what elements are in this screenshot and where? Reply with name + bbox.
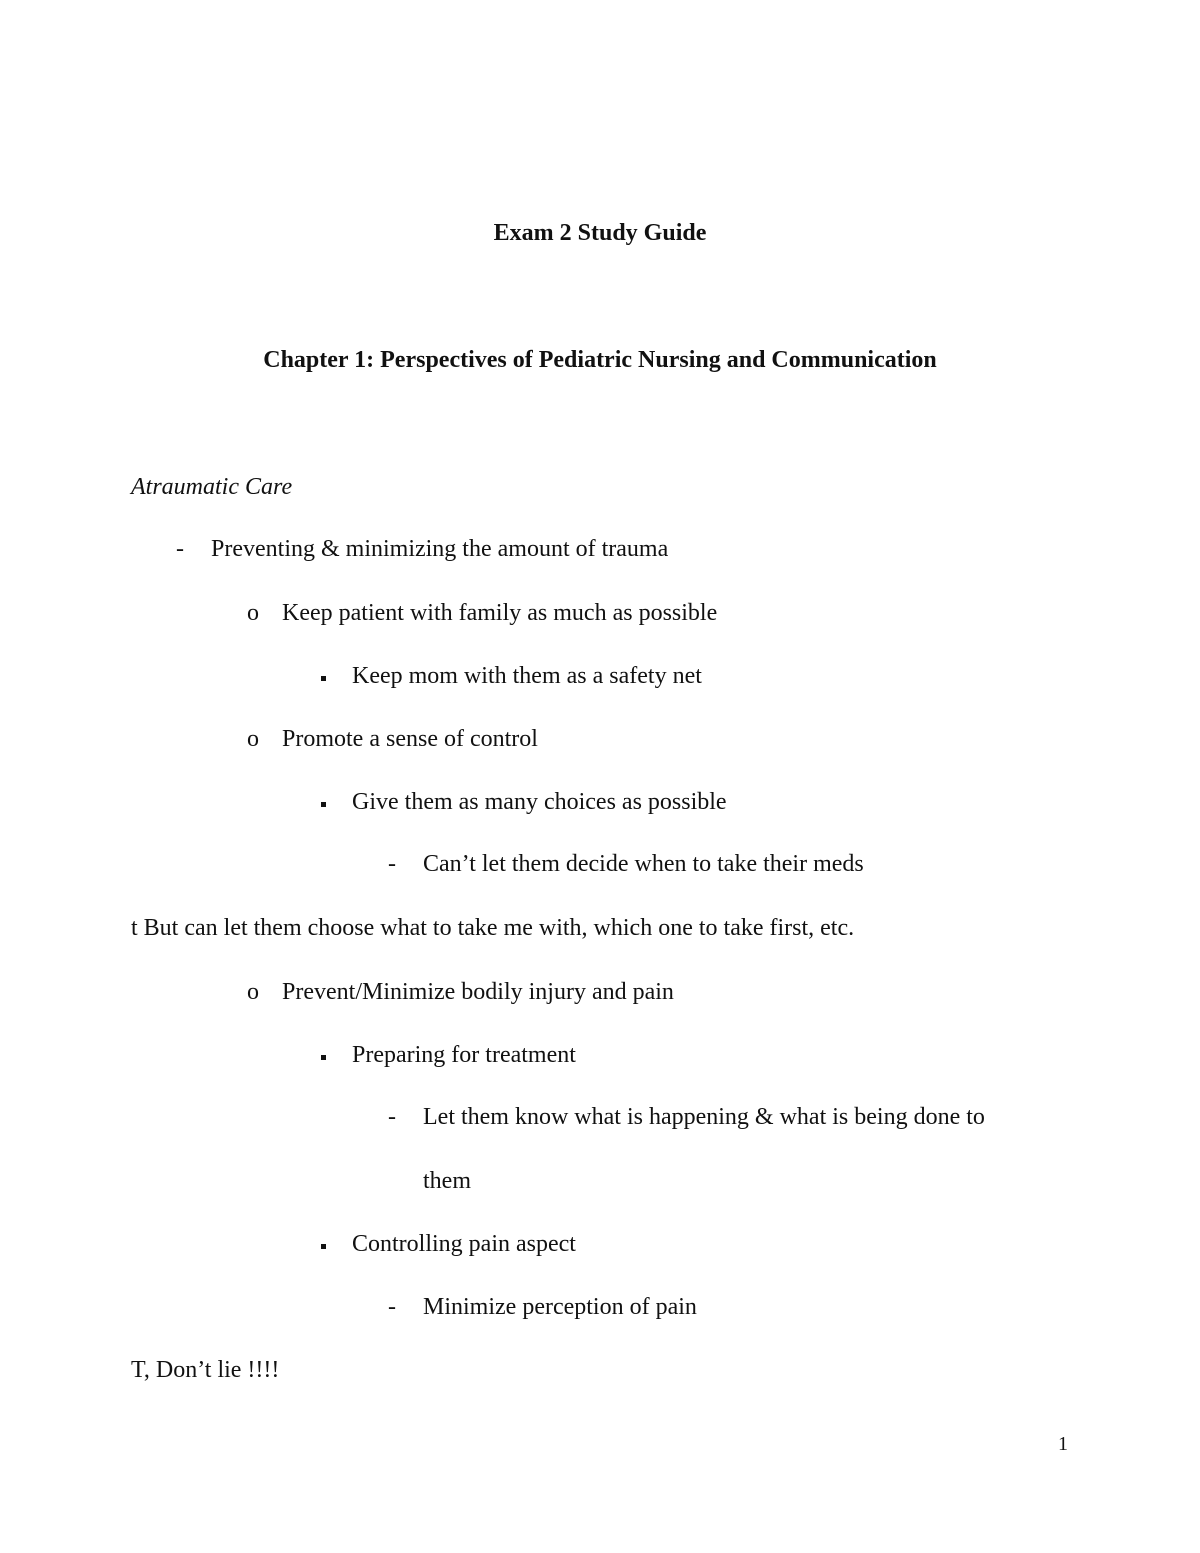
document-title: Exam 2 Study Guide (493, 220, 707, 246)
list-item-continuation: them (423, 1168, 471, 1194)
list-item: Preventing & minimizing the amount of trauma (211, 536, 669, 562)
list-item: Keep mom with them as a safety net (352, 663, 702, 689)
dash-bullet: - (388, 1104, 396, 1130)
list-item: Let them know what is happening & what is being done to (423, 1104, 985, 1130)
square-bullet-icon (321, 676, 326, 681)
circle-bullet: o (247, 600, 259, 626)
list-item: Keep patient with family as much as possible (282, 600, 718, 626)
list-item: Controlling pain aspect (352, 1231, 576, 1257)
list-item: Preparing for treatment (352, 1042, 576, 1068)
square-bullet-icon (321, 1244, 326, 1249)
section-heading: Atraumatic Care (131, 474, 293, 500)
dash-bullet: - (388, 851, 396, 877)
body-line: T, Don’t lie !!!! (131, 1357, 280, 1383)
square-bullet-icon (321, 802, 326, 807)
body-line: t But can let them choose what to take me with, which one to take first, etc. (131, 915, 855, 941)
list-item: Minimize perception of pain (423, 1294, 697, 1320)
chapter-heading: Chapter 1: Perspectives of Pediatric Nursing and Communication (263, 347, 937, 373)
circle-bullet: o (247, 979, 259, 1005)
dash-bullet: - (176, 536, 184, 562)
list-item: Give them as many choices as possible (352, 789, 727, 815)
square-bullet-icon (321, 1055, 326, 1060)
dash-bullet: - (388, 1294, 396, 1320)
list-item: Can’t let them decide when to take their meds (423, 851, 864, 877)
list-item: Promote a sense of control (282, 726, 538, 752)
list-item: Prevent/Minimize bodily injury and pain (282, 979, 674, 1005)
circle-bullet: o (247, 726, 259, 752)
page-number: 1 (1058, 1433, 1068, 1455)
